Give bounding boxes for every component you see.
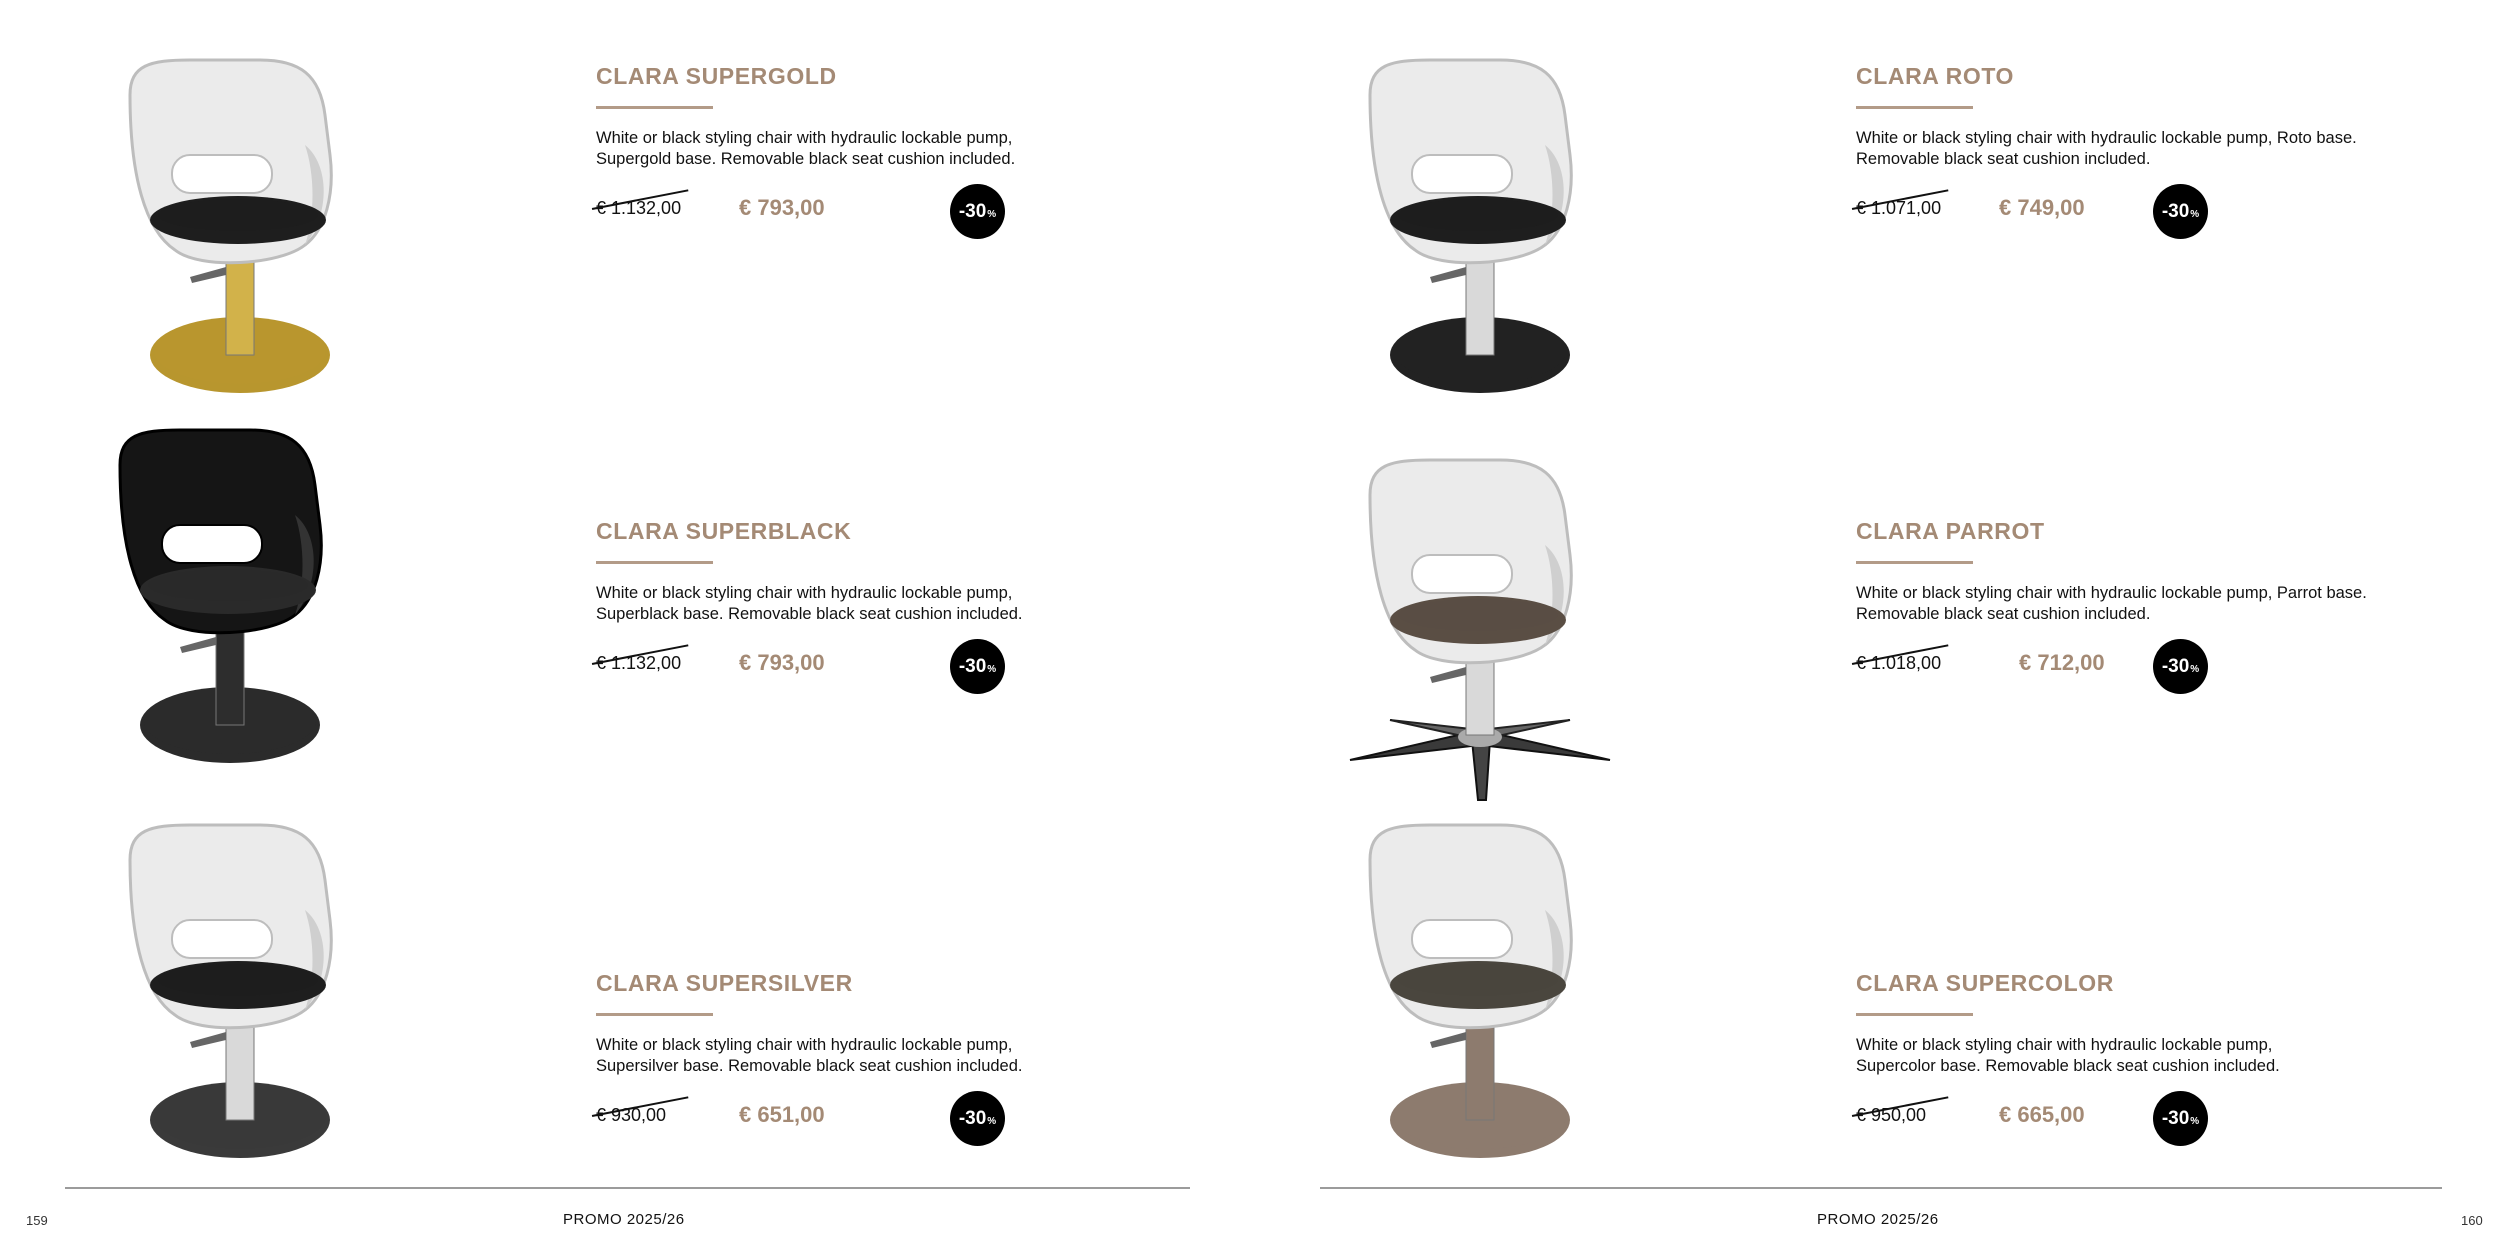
price-row — [596, 184, 1176, 240]
title-underline — [596, 106, 713, 109]
pump-column — [1466, 255, 1494, 355]
promo-price: € 665,00 — [1999, 1102, 2085, 1127]
promo-price: € 793,00 — [739, 195, 825, 220]
pump-lever — [1430, 1032, 1466, 1048]
pump-lever — [1430, 267, 1466, 283]
price-row — [1856, 639, 2436, 695]
footer-promo: PROMO 2025/26 — [563, 1211, 685, 1228]
backrest-cutout — [172, 155, 272, 193]
backrest-cutout — [162, 525, 262, 563]
old-price: € 930,00 — [596, 1105, 666, 1126]
product-title: CLARA ROTO — [1856, 63, 2015, 89]
pump-lever — [190, 267, 226, 283]
old-price: € 1.132,00 — [596, 653, 681, 674]
promo-price: € 651,00 — [739, 1102, 825, 1127]
pump-column — [226, 1020, 254, 1120]
footer-rule — [1320, 1187, 2442, 1189]
old-price: € 950,00 — [1856, 1105, 1926, 1126]
title-underline — [596, 1013, 713, 1016]
old-price: € 1.018,00 — [1856, 653, 1941, 674]
price-row — [596, 639, 1176, 695]
backrest-cutout — [1412, 555, 1512, 593]
old-price: € 1.132,00 — [596, 198, 681, 219]
backrest-cutout — [1412, 920, 1512, 958]
product-title: CLARA SUPERCOLOR — [1856, 970, 2114, 996]
price-row — [596, 1091, 1176, 1147]
discount-badge: -30 % — [2153, 184, 2208, 239]
pump-column — [216, 625, 244, 725]
chair-image-supercolor — [1330, 820, 1630, 1180]
discount-badge: -30 % — [950, 1091, 1005, 1146]
title-underline — [596, 561, 713, 564]
pump-lever — [1430, 667, 1466, 683]
product-description: White or black styling chair with hydraulic lockable pump, Roto base. Removable black seat cushion included. — [1856, 129, 2357, 168]
footer-promo: PROMO 2025/26 — [1817, 1211, 1939, 1228]
product-title: CLARA SUPERBLACK — [596, 518, 852, 544]
product-title: CLARA SUPERGOLD — [596, 63, 837, 89]
product-description: White or black styling chair with hydraulic lockable pump, Supercolor base. Removable black seat cushion included. — [1856, 1036, 2280, 1075]
pump-lever — [190, 1032, 226, 1048]
chair-image-supergold — [90, 55, 390, 415]
product-description: White or black styling chair with hydraulic lockable pump, Superblack base. Removable black seat cushion included. — [596, 584, 1023, 623]
promo-price: € 712,00 — [2019, 650, 2105, 675]
promo-price: € 749,00 — [1999, 195, 2085, 220]
backrest-cutout — [172, 920, 272, 958]
pump-lever — [180, 637, 216, 653]
pump-column — [1466, 655, 1494, 735]
discount-badge: -30 % — [2153, 1091, 2208, 1146]
chair-image-parrot — [1330, 455, 1630, 825]
product-title: CLARA SUPERSILVER — [596, 970, 853, 996]
chair-image-supersilver — [90, 820, 390, 1180]
chair-image-roto — [1330, 55, 1630, 425]
title-underline — [1856, 1013, 1973, 1016]
discount-badge: -30 % — [950, 639, 1005, 694]
product-title: CLARA PARROT — [1856, 518, 2045, 544]
title-underline — [1856, 561, 1973, 564]
backrest-cutout — [1412, 155, 1512, 193]
product-description: White or black styling chair with hydraulic lockable pump, Supersilver base. Removable black seat cushion included. — [596, 1036, 1023, 1075]
page-160 — [1250, 0, 2500, 1250]
footer-rule — [65, 1187, 1190, 1189]
pump-column — [1466, 1020, 1494, 1120]
old-price: € 1.071,00 — [1856, 198, 1941, 219]
price-row — [1856, 1091, 2436, 1147]
page-number: 160 — [2461, 1213, 2483, 1228]
title-underline — [1856, 106, 1973, 109]
pump-column — [226, 255, 254, 355]
price-row — [1856, 184, 2436, 240]
product-description: White or black styling chair with hydraulic lockable pump, Parrot base. Removable black seat cushion included. — [1856, 584, 2367, 623]
promo-price: € 793,00 — [739, 650, 825, 675]
page-number: 159 — [26, 1213, 48, 1228]
discount-badge: -30 % — [2153, 639, 2208, 694]
discount-badge: -30 % — [950, 184, 1005, 239]
chair-image-superblack — [80, 425, 380, 805]
product-description: White or black styling chair with hydraulic lockable pump, Supergold base. Removable black seat cushion included. — [596, 129, 1016, 168]
